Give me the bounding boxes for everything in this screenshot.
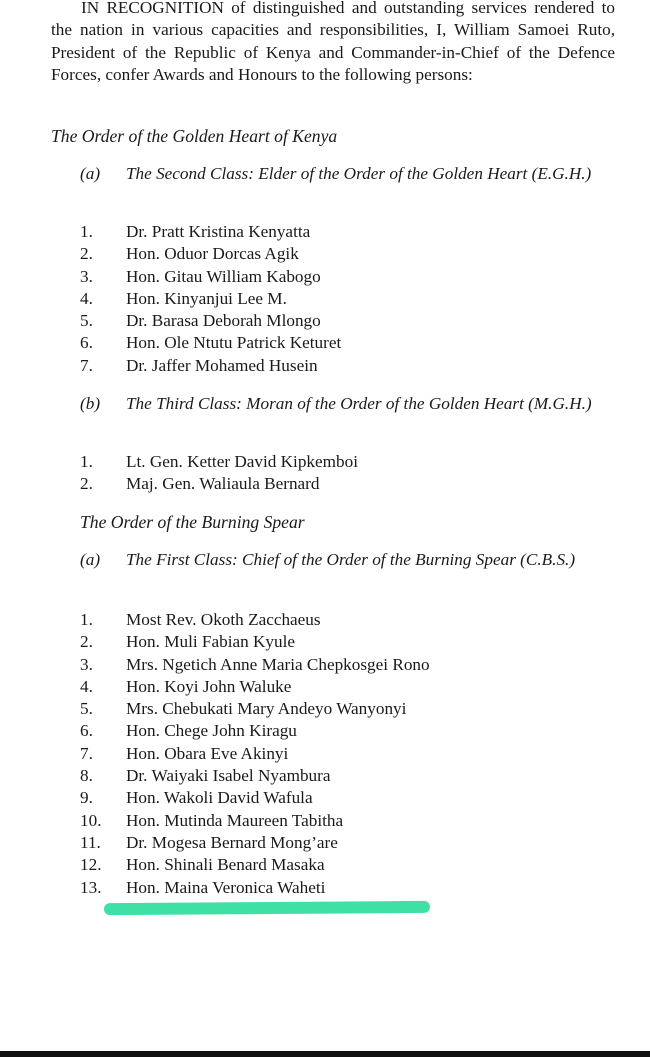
intro-paragraph [51,0,615,86]
order-title-burning-spear: The Order of the Burning Spear [80,512,305,532]
order-title-golden-heart: The Order of the Golden Heart of Kenya [51,126,338,146]
bottom-edge-bar [0,1051,650,1057]
highlighter-mark [104,901,430,915]
class-letter: (a) [80,550,101,569]
intro-text: IN RECOGNITION of distinguished and outstanding services rendered to the nation in various capacities and responsibilities, I, William Samoei Ruto, President of the Republic of Kenya and Commander-in-Chief of the Defence Forces, confer Awards and Honours to the following persons: [51,0,615,84]
class-title: The Third Class: Moran of the Order of the Golden Heart (M.G.H.) [126,394,592,413]
class-title: The First Class: Chief of the Order of the Burning Spear (C.B.S.) [126,550,576,569]
class-letter: (a) [80,164,101,183]
class-heading-cbs [80,549,610,593]
class-letter: (b) [80,394,101,413]
class-title: The Second Class: Elder of the Order of the Golden Heart (E.G.H.) [126,164,592,183]
class-heading-mgh [80,393,610,437]
class-heading-egh [80,163,610,207]
gazette-page: IN RECOGNITION of distinguished and outstanding services rendered to the nation in various capacities and responsibilities, I, William Samoei Ruto, President of the Republic of Kenya and Commander-in-Chief of the Defence Forces, confer Awards and Honours to the following persons: The Order of the Golden Heart of Kenya (a) The Second Class: Elder of the Order of the Golden Heart (E.G.H.) 1. Dr. Pratt Kristina Kenyatta 2. Hon. Oduor Dorcas Agik 3. Hon. Gitau William Kabogo 4. Hon. Kinyanjui Lee M. 5. Dr. Barasa Deborah Mlongo 6. Hon. Ole Ntutu Patrick Keturet 7. Dr. Jaffer Mohamed Husein (b) The Third Class: Moran of the Order of the Golden Heart (M.G.H.) 1. Lt. Gen. Ketter David Kipkemboi 2. Maj. Gen. Waliaula Bernard The Order of the Burning Spear (a) The First Class: Chief of the Order of the Burning Spear (C.B.S.) 1. Most Rev. Okoth Zacchaeus 2. Hon. Muli Fabian Kyule 3. Mrs. Ngetich Anne Maria Chepkosgei Rono 4. Hon. Koyi John Waluke 5. Mrs. Chebukati Mary Andeyo Wanyonyi 6. Hon. Chege John Kiragu 7. Hon. Obara Eve Akinyi 8. Dr. Waiyaki Isabel Nyambura 9. Hon. Wakoli David Wafula 10. Hon. Mutinda Maureen Tabitha 11. Dr. Mogesa Bernard Mong’are 12. Hon. Shinali Benard Masaka 13. Hon. Maina Veronica Waheti [0,0,650,1057]
